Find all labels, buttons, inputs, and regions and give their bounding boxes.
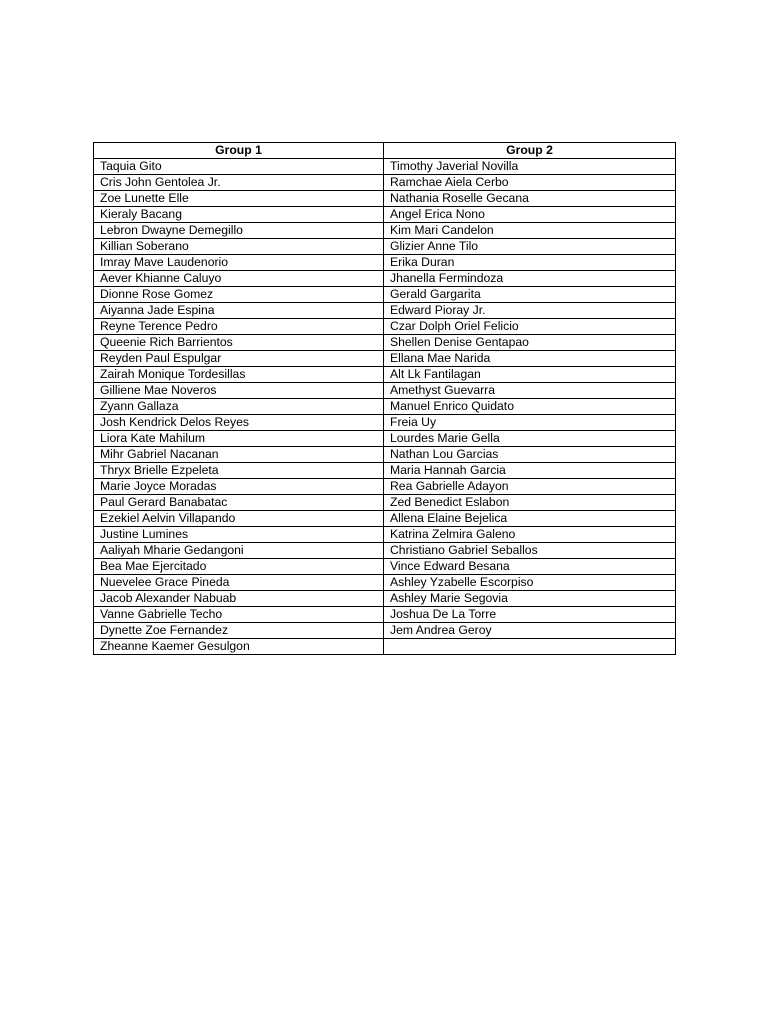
- group-2-header: Group 2: [384, 143, 676, 159]
- group-2-member-cell: Gerald Gargarita: [384, 287, 676, 303]
- table-row: [94, 511, 676, 527]
- group-1-member-cell: Aever Khianne Caluyo: [94, 271, 384, 287]
- table-row: [94, 447, 676, 463]
- group-2-member-cell: Ramchae Aiela Cerbo: [384, 175, 676, 191]
- table-row: [94, 527, 676, 543]
- group-1-member-cell: Aiyanna Jade Espina: [94, 303, 384, 319]
- group-1-member-cell: Josh Kendrick Delos Reyes: [94, 415, 384, 431]
- group-1-member-cell: Imray Mave Laudenorio: [94, 255, 384, 271]
- table-row: [94, 351, 676, 367]
- table-row: [94, 319, 676, 335]
- group-1-member-cell: Zairah Monique Tordesillas: [94, 367, 384, 383]
- group-2-member-cell: Ashley Marie Segovia: [384, 591, 676, 607]
- group-1-member-cell: Justine Lumines: [94, 527, 384, 543]
- table-row: [94, 399, 676, 415]
- table-row: [94, 463, 676, 479]
- table-row: [94, 607, 676, 623]
- group-1-member-cell: Zyann Gallaza: [94, 399, 384, 415]
- group-2-member-cell: Erika Duran: [384, 255, 676, 271]
- table-row: [94, 239, 676, 255]
- group-2-member-cell: Glizier Anne Tilo: [384, 239, 676, 255]
- group-2-member-cell: Shellen Denise Gentapao: [384, 335, 676, 351]
- group-2-member-cell: Jem Andrea Geroy: [384, 623, 676, 639]
- group-2-member-cell: Angel Erica Nono: [384, 207, 676, 223]
- group-2-member-cell: Katrina Zelmira Galeno: [384, 527, 676, 543]
- group-2-member-cell: Vince Edward Besana: [384, 559, 676, 575]
- group-1-member-cell: Nuevelee Grace Pineda: [94, 575, 384, 591]
- table-body: [94, 159, 676, 655]
- table-row: [94, 623, 676, 639]
- group-2-member-cell: Timothy Javerial Novilla: [384, 159, 676, 175]
- group-1-member-cell: Lebron Dwayne Demegillo: [94, 223, 384, 239]
- group-1-member-cell: Taquia Gito: [94, 159, 384, 175]
- group-2-member-cell: Nathan Lou Garcias: [384, 447, 676, 463]
- group-1-member-cell: Reyden Paul Espulgar: [94, 351, 384, 367]
- group-1-member-cell: Cris John Gentolea Jr.: [94, 175, 384, 191]
- group-2-member-cell: Freia Uy: [384, 415, 676, 431]
- table-row: [94, 367, 676, 383]
- group-2-member-cell: Zed Benedict Eslabon: [384, 495, 676, 511]
- group-2-member-cell: Manuel Enrico Quidato: [384, 399, 676, 415]
- table-row: [94, 175, 676, 191]
- group-roster-table: [93, 142, 676, 655]
- group-1-member-cell: Queenie Rich Barrientos: [94, 335, 384, 351]
- group-1-member-cell: Marie Joyce Moradas: [94, 479, 384, 495]
- group-1-member-cell: Vanne Gabrielle Techo: [94, 607, 384, 623]
- table-row: [94, 191, 676, 207]
- table-row: [94, 591, 676, 607]
- group-2-member-cell: Ellana Mae Narida: [384, 351, 676, 367]
- group-2-member-cell: [384, 639, 676, 655]
- group-1-member-cell: Zoe Lunette Elle: [94, 191, 384, 207]
- group-1-member-cell: Mihr Gabriel Nacanan: [94, 447, 384, 463]
- table-row: [94, 415, 676, 431]
- group-1-member-cell: Kieraly Bacang: [94, 207, 384, 223]
- table-row: [94, 383, 676, 399]
- group-1-member-cell: Bea Mae Ejercitado: [94, 559, 384, 575]
- group-2-member-cell: Ashley Yzabelle Escorpiso: [384, 575, 676, 591]
- table-row: [94, 559, 676, 575]
- table-row: [94, 479, 676, 495]
- group-1-member-cell: Gilliene Mae Noveros: [94, 383, 384, 399]
- table-row: [94, 287, 676, 303]
- group-1-header: Group 1: [94, 143, 384, 159]
- group-1-member-cell: Aaliyah Mharie Gedangoni: [94, 543, 384, 559]
- group-2-member-cell: Nathania Roselle Gecana: [384, 191, 676, 207]
- group-1-member-cell: Dynette Zoe Fernandez: [94, 623, 384, 639]
- table-row: [94, 431, 676, 447]
- table-row: [94, 159, 676, 175]
- group-1-member-cell: Dionne Rose Gomez: [94, 287, 384, 303]
- group-1-member-cell: Paul Gerard Banabatac: [94, 495, 384, 511]
- group-2-member-cell: Allena Elaine Bejelica: [384, 511, 676, 527]
- table-row: [94, 303, 676, 319]
- group-2-member-cell: Jhanella Fermindoza: [384, 271, 676, 287]
- group-1-member-cell: Killian Soberano: [94, 239, 384, 255]
- group-2-member-cell: Czar Dolph Oriel Felicio: [384, 319, 676, 335]
- table-row: [94, 495, 676, 511]
- group-1-member-cell: Reyne Terence Pedro: [94, 319, 384, 335]
- group-2-member-cell: Edward Pioray Jr.: [384, 303, 676, 319]
- table-row: [94, 575, 676, 591]
- group-2-member-cell: Joshua De La Torre: [384, 607, 676, 623]
- group-1-member-cell: Zheanne Kaemer Gesulgon: [94, 639, 384, 655]
- group-1-member-cell: Ezekiel Aelvin Villapando: [94, 511, 384, 527]
- table-row: [94, 255, 676, 271]
- group-2-member-cell: Rea Gabrielle Adayon: [384, 479, 676, 495]
- group-2-member-cell: Alt Lk Fantilagan: [384, 367, 676, 383]
- table-row: [94, 207, 676, 223]
- group-1-member-cell: Liora Kate Mahilum: [94, 431, 384, 447]
- table-header-row: [94, 143, 676, 159]
- group-2-member-cell: Christiano Gabriel Seballos: [384, 543, 676, 559]
- group-1-member-cell: Jacob Alexander Nabuab: [94, 591, 384, 607]
- group-2-member-cell: Lourdes Marie Gella: [384, 431, 676, 447]
- group-1-member-cell: Thryx Brielle Ezpeleta: [94, 463, 384, 479]
- table-row: [94, 543, 676, 559]
- table-row: [94, 335, 676, 351]
- table-row: [94, 223, 676, 239]
- group-2-member-cell: Kim Mari Candelon: [384, 223, 676, 239]
- group-2-member-cell: Amethyst Guevarra: [384, 383, 676, 399]
- group-2-member-cell: Maria Hannah Garcia: [384, 463, 676, 479]
- table-row: [94, 271, 676, 287]
- table-row: [94, 639, 676, 655]
